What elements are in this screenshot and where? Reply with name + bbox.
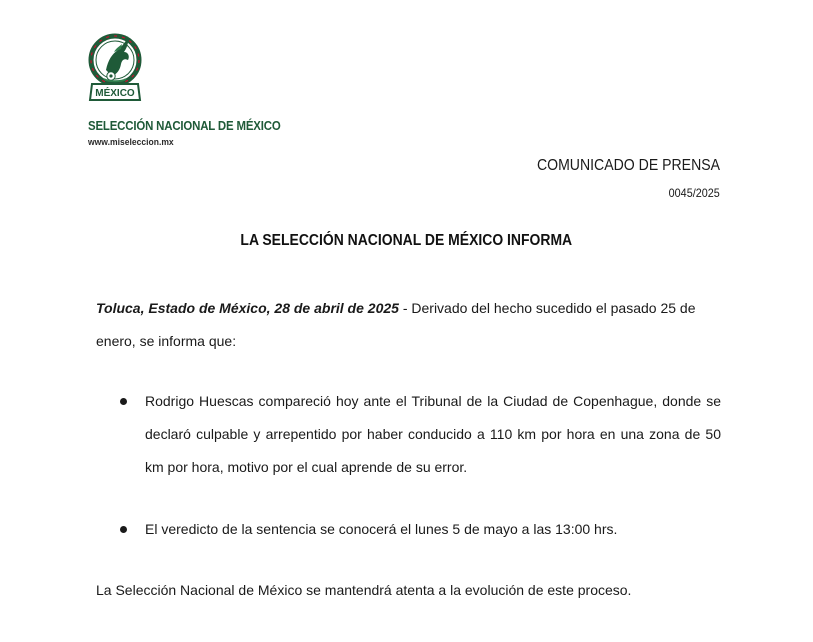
organization-url[interactable]: www.miseleccion.mx bbox=[88, 137, 174, 148]
organization-name: SELECCIÓN NACIONAL DE MÉXICO bbox=[88, 118, 281, 133]
list-item bbox=[96, 385, 721, 484]
list-item-text: El veredicto de la sentencia se conocerá el lunes 5 de mayo a las 13:00 hrs. bbox=[145, 521, 618, 537]
dateline: Toluca, Estado de México, 28 de abril de 2025 bbox=[96, 300, 399, 316]
lead-text: - Derivado del hecho sucedido el pasado 25 de enero, se informa que: bbox=[96, 300, 696, 349]
list-item-text: Rodrigo Huescas compareció hoy ante el Tribunal de la Ciudad de Copenhague, donde se declaró culpable y arrepentido por haber conducido a 110 km por hora en una zona de 50 km por hora, motivo por el cual aprende de su error. bbox=[145, 393, 721, 475]
mexico-crest-logo bbox=[84, 30, 146, 108]
headline bbox=[0, 232, 813, 250]
headline-text: LA SELECCIÓN NACIONAL DE MÉXICO INFORMA bbox=[240, 232, 573, 249]
document-number: 0045/2025 bbox=[668, 186, 720, 200]
closing-paragraph: La Selección Nacional de México se mantendrá atenta a la evolución de este proceso. bbox=[96, 582, 632, 598]
bullet-dot-icon bbox=[120, 398, 127, 405]
list-item bbox=[96, 513, 721, 546]
logo-text: MÉXICO bbox=[95, 88, 135, 99]
document-type: COMUNICADO DE PRENSA bbox=[536, 157, 720, 174]
bullet-dot-icon bbox=[120, 526, 127, 533]
lead-paragraph bbox=[96, 292, 721, 358]
bullet-list bbox=[96, 385, 721, 546]
